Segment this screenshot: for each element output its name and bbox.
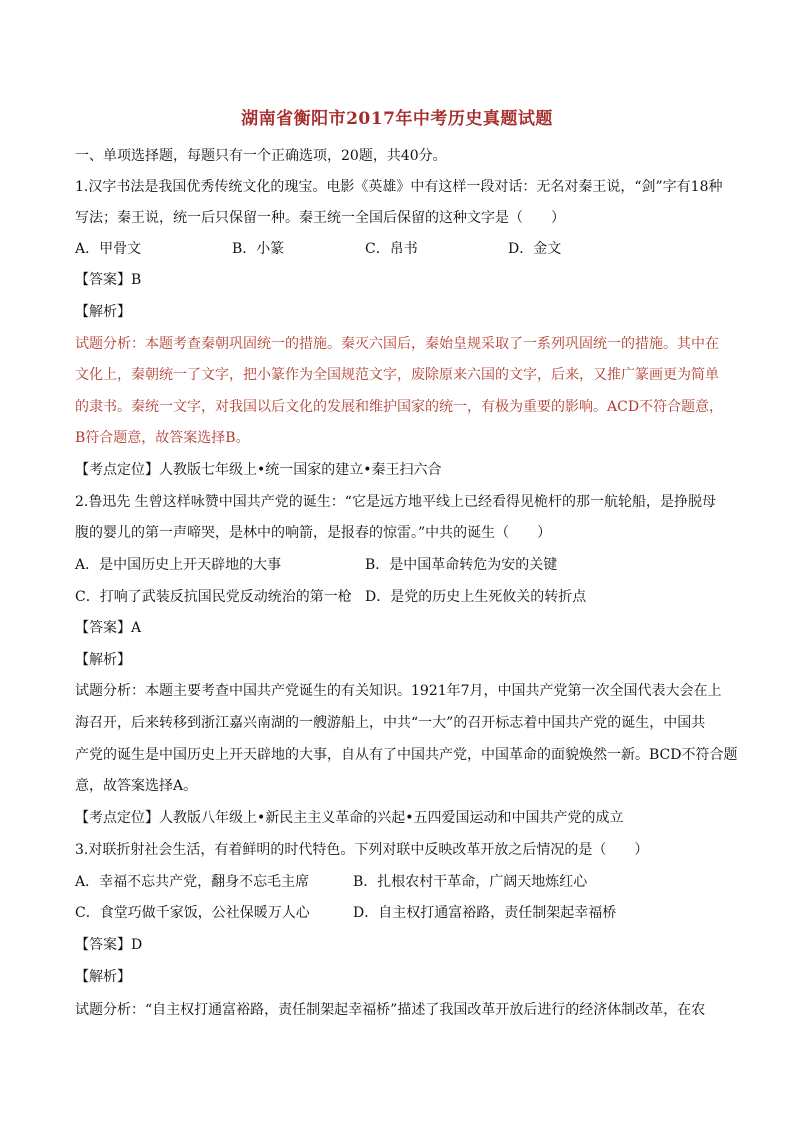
q2-option-b: B．是中国革命转危为安的关键 <box>365 557 558 573</box>
q2-answer: 【答案】A <box>75 620 142 636</box>
q2-stem-line-1: 2.鲁迅先 生曾这样咏赞中国共产党的诞生：“它是远方地平线上已经看得见桅杆的那一航轮船，是挣脱母 <box>75 494 716 510</box>
q1-analysis-line-2: 文化上，秦朝统一了文字，把小篆作为全国规范文字，废除原来六国的文字，后来，又推广篆画更为简单 <box>75 367 719 383</box>
q3-option-d: D．自主权打通富裕路，责任制架起幸福桥 <box>353 905 617 921</box>
q1-option-c: C．帛书 <box>365 241 418 257</box>
section-heading: 一、单项选择题，每题只有一个正确选项，20题，共40分。 <box>75 148 447 164</box>
q1-stem-line-2: 写法；秦王说，统一后只保留一种。秦王统一全国后保留的这种文字是（ ） <box>75 210 565 226</box>
q1-option-a: A．甲骨文 <box>75 241 142 257</box>
q2-knowledge-point: 【考点定位】人教版八年级上•新民主主义革命的兴起•五四爱国运动和中国共产党的成立 <box>75 810 624 826</box>
q2-analysis-label: 【解析】 <box>75 652 131 668</box>
q3-analysis-line-1: 试题分析：“自主权打通富裕路，责任制架起幸福桥”描述了我国改革开放后进行的经济体制改革，在农 <box>75 1002 706 1018</box>
q3-option-c: C．食堂巧做千家饭，公社保暖万人心 <box>75 905 310 921</box>
q1-stem-line-1: 1.汉字书法是我国优秀传统文化的瑰宝。电影《英雄》中有这样一段对话：无名对秦王说，“剑”字有18种 <box>75 179 723 195</box>
q2-option-c: C．打响了武装反抗国民党反动统治的第一枪 <box>75 589 352 605</box>
q1-analysis-label: 【解析】 <box>75 304 131 320</box>
page-title: 湖南省衡阳市2017年中考历史真题试题 <box>241 109 553 129</box>
q2-option-a: A．是中国历史上开天辟地的大事 <box>75 557 282 573</box>
q3-analysis-label: 【解析】 <box>75 969 131 985</box>
q2-analysis-line-2: 海召开，后来转移到浙江嘉兴南湖的一艘游船上，中共“一大”的召开标志着中国共产党的诞生，中国共 <box>75 715 706 731</box>
q2-option-d: D．是党的历史上生死攸关的转折点 <box>365 589 587 605</box>
q2-analysis-line-1: 试题分析：本题主要考查中国共产党诞生的有关知识。1921年7月，中国共产党第一次全国代表大会在上 <box>75 683 722 699</box>
q2-analysis-line-3: 产党的诞生是中国历史上开天辟地的大事，自从有了中国共产党，中国革命的面貌焕然一新。BCD不符合题 <box>75 747 738 763</box>
q1-answer: 【答案】B <box>75 272 142 288</box>
q1-analysis-line-3: 的隶书。秦统一文字，对我国以后文化的发展和维护国家的统一，有极为重要的影响。ACD不符合题意， <box>75 399 724 415</box>
q1-option-d: D．金文 <box>508 241 562 257</box>
q1-option-b: B．小篆 <box>232 241 285 257</box>
q1-knowledge-point: 【考点定位】人教版七年级上•统一国家的建立•秦王扫六合 <box>75 462 442 478</box>
q3-stem-line-1: 3.对联折射社会生活，有着鲜明的时代特色。下列对联中反映改革开放之后情况的是（ ） <box>75 842 649 858</box>
q2-analysis-line-4: 意，故答案选择A。 <box>75 778 198 794</box>
q1-analysis-line-1: 试题分析：本题考查秦朝巩固统一的措施。秦灭六国后，秦始皇规采取了一系列巩固统一的措施。其中在 <box>75 336 719 352</box>
q3-answer: 【答案】D <box>75 937 143 953</box>
q3-option-b: B．扎根农村干革命，广阔天地炼红心 <box>353 874 588 890</box>
q1-analysis-line-4: B符合题意，故答案选择B。 <box>75 430 250 446</box>
q2-stem-line-2: 腹的婴儿的第一声啼哭，是林中的响箭，是报春的惊雷。”中共的诞生（ ） <box>75 525 552 541</box>
q3-option-a: A．幸福不忘共产党，翻身不忘毛主席 <box>75 874 310 890</box>
